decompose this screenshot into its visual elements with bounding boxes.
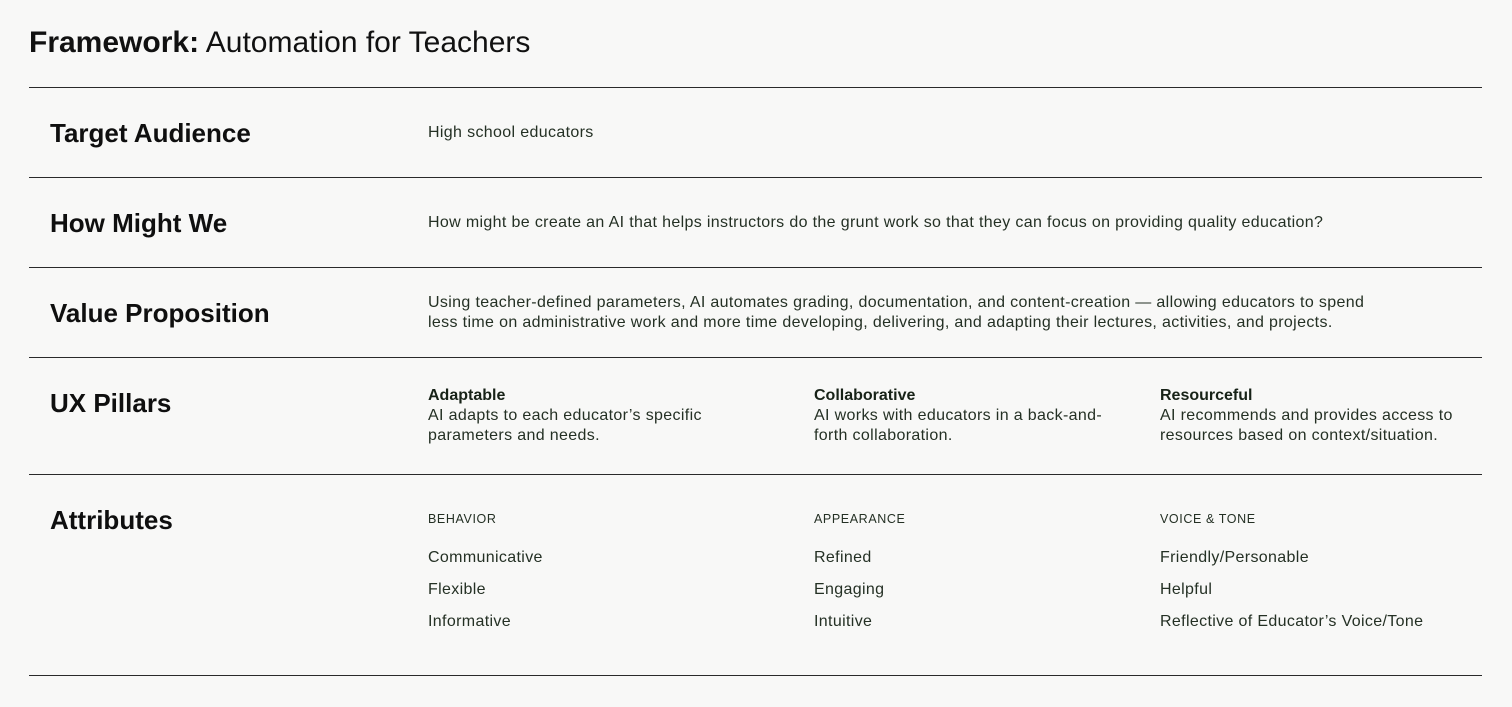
attribute-list-behavior — [428, 548, 543, 644]
pillar-title-adaptable: Adaptable — [428, 387, 506, 404]
pillar-desc-resourceful-line2: resources based on context/situation. — [1160, 427, 1438, 444]
pillar-desc-adaptable-line1: AI adapts to each educator’s specific — [428, 407, 702, 424]
pillar-desc-collaborative-line2: forth collaboration. — [814, 427, 953, 444]
page-title — [29, 24, 530, 62]
value-proposition-label: Value Proposition — [50, 298, 270, 328]
list-item: Reflective of Educator’s Voice/Tone — [1160, 613, 1424, 630]
list-item: Intuitive — [814, 613, 873, 630]
divider — [29, 267, 1482, 268]
pillar-title-collaborative: Collaborative — [814, 387, 916, 404]
value-proposition-text-line1: Using teacher-defined parameters, AI automates grading, documentation, and content-creation — allowing educators to spend — [428, 294, 1365, 311]
list-item: Informative — [428, 613, 511, 630]
how-might-we-label: How Might We — [50, 208, 228, 238]
attribute-heading-behavior: BEHAVIOR — [428, 512, 497, 526]
divider — [29, 357, 1482, 358]
attribute-list-voice-tone — [1160, 548, 1423, 644]
list-item: Refined — [814, 549, 872, 566]
list-item: Helpful — [1160, 581, 1213, 598]
divider — [29, 177, 1482, 178]
pillar-desc-collaborative-line1: AI works with educators in a back-and- — [814, 407, 1103, 424]
list-item: Friendly/Personable — [1160, 549, 1309, 566]
pillar-desc-adaptable-line2: parameters and needs. — [428, 427, 600, 444]
list-item: Flexible — [428, 581, 486, 598]
target-audience-text: High school educators — [428, 124, 594, 141]
attribute-heading-voice-tone: VOICE & TONE — [1160, 512, 1256, 526]
list-item: Engaging — [814, 581, 885, 598]
divider — [29, 675, 1482, 676]
pillar-title-resourceful: Resourceful — [1160, 387, 1253, 404]
attribute-heading-appearance: APPEARANCE — [814, 512, 906, 526]
ux-pillars-label: UX Pillars — [50, 388, 172, 418]
divider — [29, 474, 1482, 475]
divider — [29, 87, 1482, 88]
how-might-we-text: How might be create an AI that helps instructors do the grunt work so that they can focus on providing quality education? — [428, 214, 1324, 231]
attributes-label: Attributes — [50, 505, 173, 535]
attribute-list-appearance — [814, 548, 884, 644]
target-audience-label: Target Audience — [50, 118, 251, 148]
list-item: Communicative — [428, 549, 543, 566]
page-title-text: Automation for Teachers — [205, 26, 531, 59]
value-proposition-text-line2: less time on administrative work and more time developing, delivering, and adapting their lectures, activities, and projects. — [428, 314, 1333, 331]
page-title-prefix: Framework: — [29, 26, 200, 59]
pillar-desc-resourceful-line1: AI recommends and provides access to — [1160, 407, 1453, 424]
